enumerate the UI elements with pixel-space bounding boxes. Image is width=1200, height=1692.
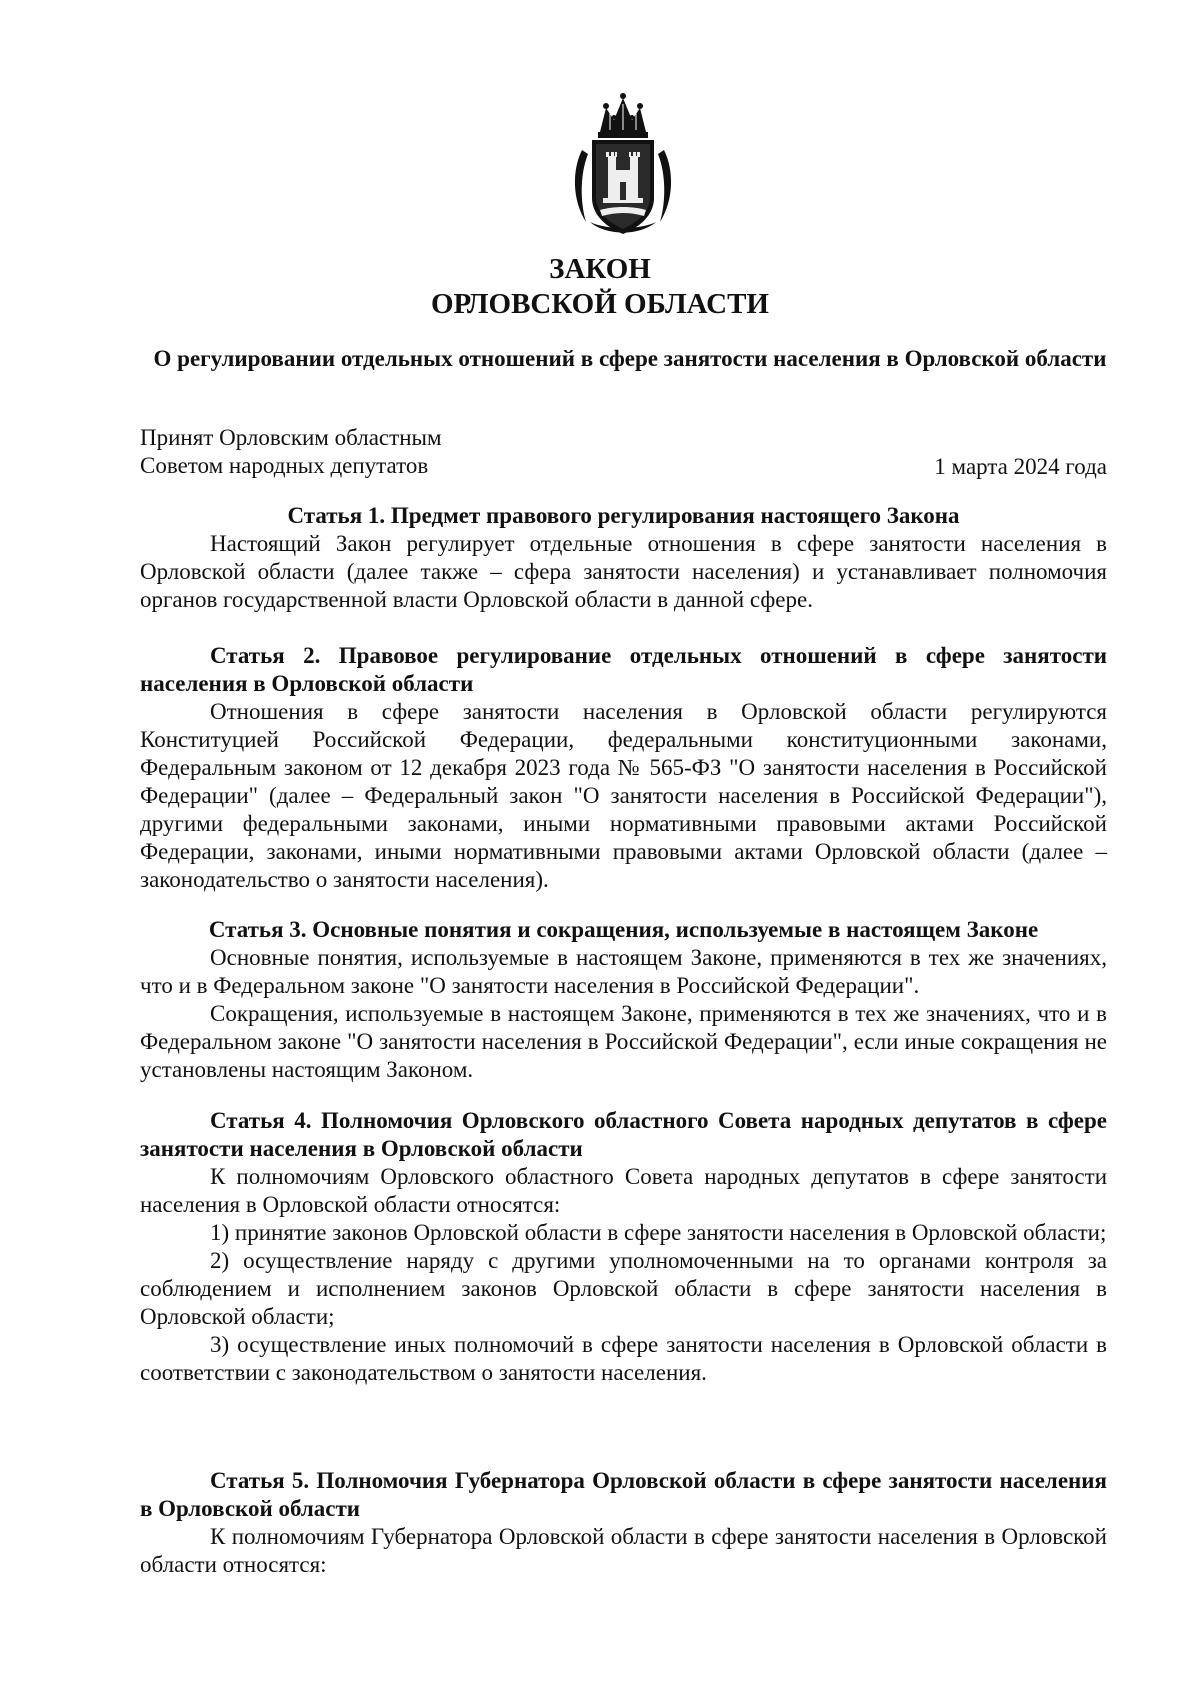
- article-5-heading: Статья 5. Полномочия Губернатора Орловской области в сфере занятости населения в Орловской области: [140, 1468, 1107, 1521]
- law-title-line-1: ЗАКОН: [549, 253, 651, 285]
- article-4-heading: Статья 4. Полномочия Орловского областного Совета народных депутатов в сфере занятости населения в Орловской области: [140, 1108, 1107, 1161]
- oryol-oblast-coat-of-arms-icon: [570, 90, 676, 245]
- article-4-item-2: 2) осуществление наряду с другими уполномоченными на то органами контроля за соблюдением и исполнением законов Орловской области в сфере занятости населения в Орловской области;: [140, 1248, 1107, 1329]
- article-4-item-3: 3) осуществление иных полномочий в сфере занятости населения в Орловской области в соответствии с законодательством о занятости населения.: [140, 1332, 1107, 1385]
- adoption-note-line-1: Принят Орловским областным: [140, 425, 442, 450]
- article-1: [140, 502, 1107, 614]
- article-3-heading: Статья 3. Основные понятия и сокращения, используемые в настоящем Законе: [208, 917, 1039, 942]
- adoption-note: [140, 424, 442, 480]
- adoption-date: 1 марта 2024 года: [934, 454, 1107, 479]
- article-3: [140, 916, 1107, 1084]
- article-4: [140, 1107, 1107, 1387]
- article-4-item-1: 1) принятие законов Орловской области в сфере занятости населения в Орловской области;: [210, 1220, 1107, 1245]
- article-4-paragraph-1: К полномочиям Орловского областного Совета народных депутатов в сфере занятости населения в Орловской области относятся:: [140, 1164, 1107, 1217]
- article-2-paragraph-1: Отношения в сфере занятости населения в Орловской области регулируются Конституцией Российской Федерации, федеральными конституционными законами, Федеральным законом от 12 декабря 2023 года № 565-ФЗ "О занятости населения в Российской Федерации" (далее – Федеральный закон "О занятости населения в Российской Федерации"), другими федеральными законами, иными нормативными правовыми актами Российской Федерации, законами, иными нормативными правовыми актами Орловской области (далее – законодательство о занятости населения).: [140, 699, 1107, 892]
- article-5: [140, 1467, 1107, 1579]
- article-2: [140, 642, 1107, 894]
- article-1-paragraph-1: Настоящий Закон регулирует отдельные отношения в сфере занятости населения в Орловской области (далее также – сфера занятости населения) и устанавливает полномочия органов государственной власти Орловской области в данной сфере.: [140, 531, 1107, 612]
- article-1-heading: Статья 1. Предмет правового регулирования настоящего Закона: [287, 503, 960, 528]
- article-3-paragraph-2: Сокращения, используемые в настоящем Законе, применяются в тех же значениях, что и в Федеральном законе "О занятости населения в Российской Федерации", если иные сокращения не установлены настоящим Законом.: [140, 1001, 1107, 1082]
- article-5-paragraph-1: К полномочиям Губернатора Орловской области в сфере занятости населения в Орловской области относятся:: [140, 1524, 1107, 1577]
- law-title-line-2: ОРЛОВСКОЙ ОБЛАСТИ: [430, 288, 769, 320]
- adoption-note-line-2: Советом народных депутатов: [140, 453, 429, 478]
- article-3-paragraph-1: Основные понятия, используемые в настоящем Законе, применяются в тех же значениях, что и в Федеральном законе "О занятости населения в Российской Федерации".: [140, 945, 1107, 998]
- law-subtitle: О регулировании отдельных отношений в сфере занятости населения в Орловской области: [153, 346, 1107, 371]
- article-2-heading: Статья 2. Правовое регулирование отдельных отношений в сфере занятости населения в Орловской области: [140, 643, 1107, 696]
